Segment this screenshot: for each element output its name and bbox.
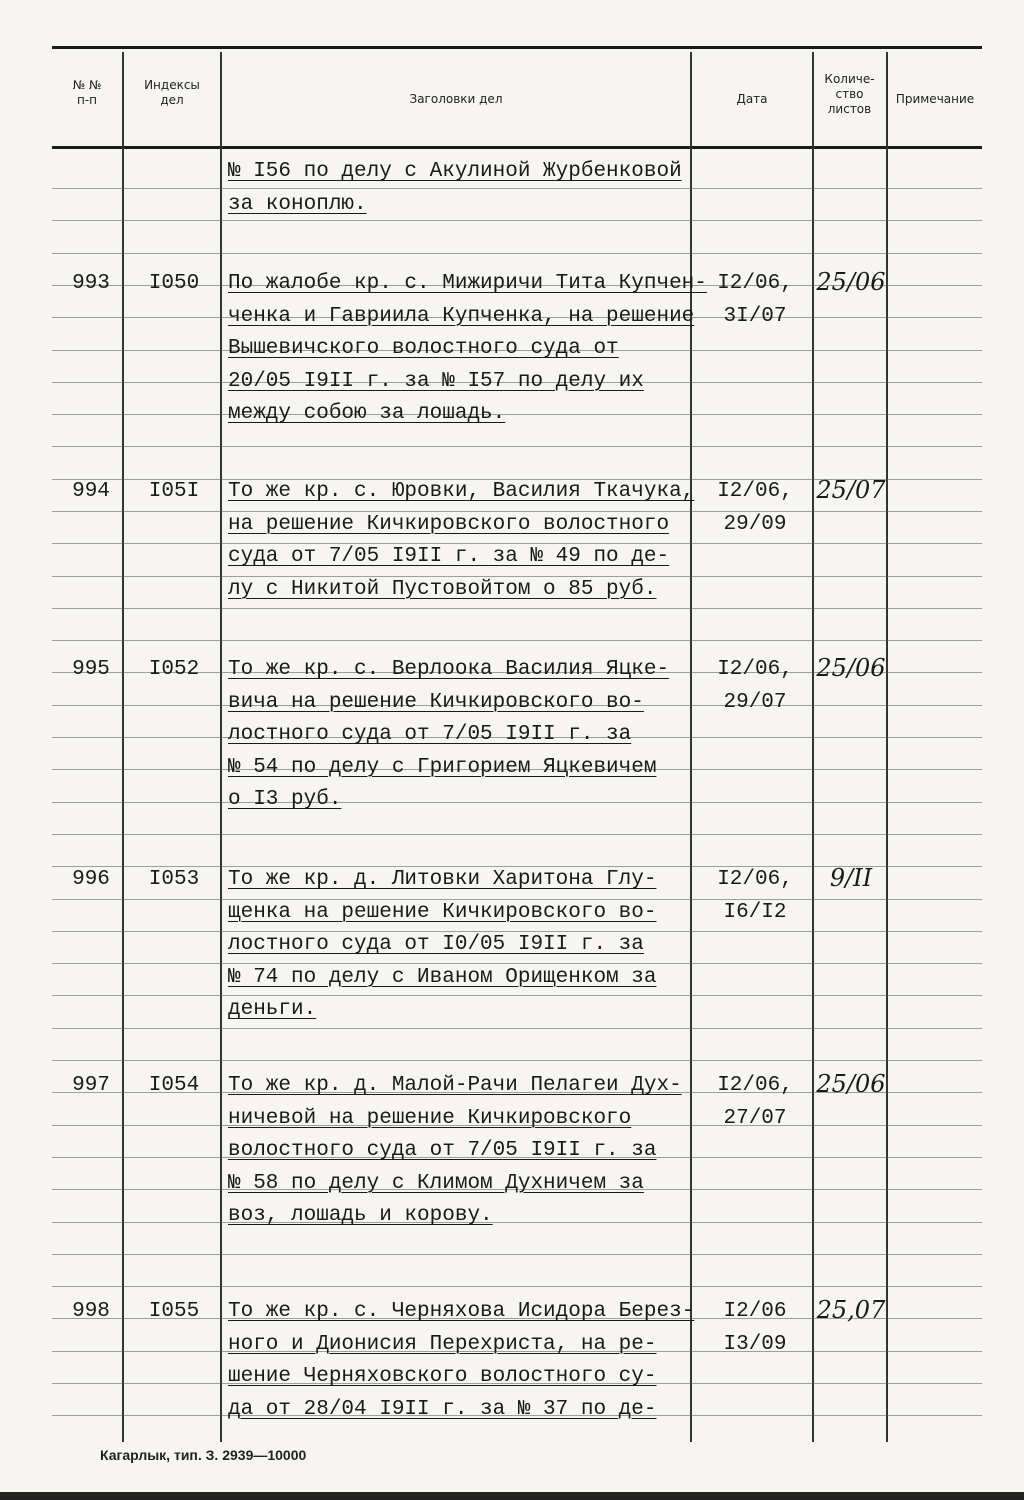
column-divider (690, 52, 692, 1442)
entry-title-line: ченка и Гавриила Купченка, на решение (228, 304, 695, 328)
ruled-line (52, 834, 982, 835)
entry-title-line: № I56 по делу с Акулиной Журбенковой (228, 160, 682, 183)
entry-date: I2/06, (717, 658, 793, 681)
entry-number: 994 (72, 480, 110, 503)
entry-title-line: шение Черняховского волостного су- (228, 1365, 657, 1388)
entry-date: I2/06, (717, 272, 793, 295)
entry-date: I3/09 (723, 1332, 787, 1356)
ruled-line (52, 253, 982, 254)
entry-date: 29/07 (723, 690, 787, 714)
header-rule (52, 146, 982, 149)
entry-date: I2/06, (717, 480, 793, 503)
ruled-line (52, 1254, 982, 1255)
ruled-line (52, 188, 982, 189)
column-divider (886, 52, 888, 1442)
entry-number: 997 (72, 1074, 110, 1097)
entry-title-line: на решение Кичкировского волостного (228, 512, 670, 536)
entry-sheet-count: 25,07 (816, 1296, 886, 1324)
ruled-line (52, 446, 982, 447)
entry-number: 995 (72, 658, 110, 681)
entry-title-line: между собою за лошадь. (228, 402, 506, 425)
entry-title-line: щенка на решение Кичкировского во- (228, 900, 657, 924)
ruled-line (52, 995, 982, 996)
entry-index: I053 (148, 868, 200, 891)
ruled-line (52, 1060, 982, 1061)
entry-sheet-count: 25/07 (816, 476, 886, 504)
entry-date: I2/06, (717, 1074, 793, 1097)
entry-index: I055 (148, 1300, 200, 1323)
header-count: Количе- ство листов (824, 72, 875, 116)
entry-title-line: деньги. (228, 998, 317, 1021)
entry-title-line: № 74 по делу с Иваном Орищенком за (228, 965, 657, 989)
entry-title-line: То же кр. с. Черняхова Исидора Берез- (228, 1300, 695, 1323)
entry-date: 29/09 (723, 512, 787, 536)
entry-title-line: 20/05 I9II г. за № I57 по делу их (228, 369, 644, 393)
entry-title-line: По жалобе кр. с. Мижиричи Тита Купчен- (228, 272, 707, 295)
entry-date: I6/I2 (723, 900, 787, 924)
ruled-line (52, 1222, 982, 1223)
entry-title-line: воз, лошадь и корову. (228, 1204, 493, 1227)
top-rule (52, 46, 982, 49)
entry-sheet-count: 25/06 (816, 654, 886, 682)
entry-date: 3I/07 (723, 304, 787, 328)
entry-title-line: суда от 7/05 I9II г. за № 49 по де- (228, 545, 670, 568)
column-divider (812, 52, 814, 1442)
entry-sheet-count: 25/06 (816, 1070, 886, 1098)
ruled-line (52, 220, 982, 221)
entry-date: I2/06 (723, 1300, 787, 1323)
scan-edge (0, 1492, 1024, 1500)
entry-title-line: ного и Дионисия Перехриста, на ре- (228, 1332, 657, 1356)
header-index: Индексы дел (144, 78, 200, 107)
entry-title-line: вича на решение Кичкировского во- (228, 690, 644, 714)
ruled-line (52, 640, 982, 641)
entry-title-line: То же кр. с. Верлоока Василия Яцке- (228, 658, 670, 681)
entry-number: 996 (72, 868, 110, 891)
entry-title-line: То же кр. д. Малой-Рачи Пелагеи Дух- (228, 1074, 682, 1097)
column-divider (220, 52, 222, 1442)
header-num: № № п-п (72, 78, 102, 107)
entry-sheet-count: 25/06 (816, 268, 886, 296)
entry-title-line: № 58 по делу с Климом Духничем за (228, 1171, 644, 1195)
entry-index: I050 (148, 272, 200, 295)
header-note: Примечание (895, 92, 975, 106)
entry-title-line: за коноплю. (228, 192, 367, 216)
entry-number: 998 (72, 1300, 110, 1323)
entry-sheet-count: 9/II (829, 864, 873, 892)
entry-title-line: лостного суда от I0/05 I9II г. за (228, 933, 644, 956)
entry-title-line: о I3 руб. (228, 788, 342, 811)
entry-title-line: То же кр. с. Юровки, Василия Ткачука, (228, 480, 695, 503)
column-divider (122, 52, 124, 1442)
entry-title-line: лостного суда от 7/05 I9II г. за (228, 723, 632, 746)
header-title: Заголовки дел (409, 92, 503, 106)
entry-title-line: Вышевичского волостного суда от (228, 337, 619, 360)
printer-imprint: Кагарлык, тип. З. 2939—10000 (100, 1447, 307, 1463)
ruled-line (52, 608, 982, 609)
entry-title-line: волостного суда от 7/05 I9II г. за (228, 1139, 657, 1162)
header-date: Дата (736, 92, 768, 106)
ruled-line (52, 1286, 982, 1287)
entry-date: I2/06, (717, 868, 793, 891)
entry-index: I052 (148, 658, 200, 681)
entry-title-line: лу с Никитой Пустовойтом о 85 руб. (228, 577, 657, 601)
entry-title-line: ничевой на решение Кичкировского (228, 1106, 632, 1130)
entry-title-line: да от 28/04 I9II г. за № 37 по де- (228, 1397, 657, 1421)
entry-index: I054 (148, 1074, 200, 1097)
ruled-line (52, 802, 982, 803)
entry-date: 27/07 (723, 1106, 787, 1130)
entry-title-line: То же кр. д. Литовки Харитона Глу- (228, 868, 657, 891)
ruled-line (52, 414, 982, 415)
entry-number: 993 (72, 272, 110, 295)
entry-title-line: № 54 по делу с Григорием Яцкевичем (228, 755, 657, 779)
ruled-line (52, 1028, 982, 1029)
entry-index: I05I (148, 480, 200, 503)
